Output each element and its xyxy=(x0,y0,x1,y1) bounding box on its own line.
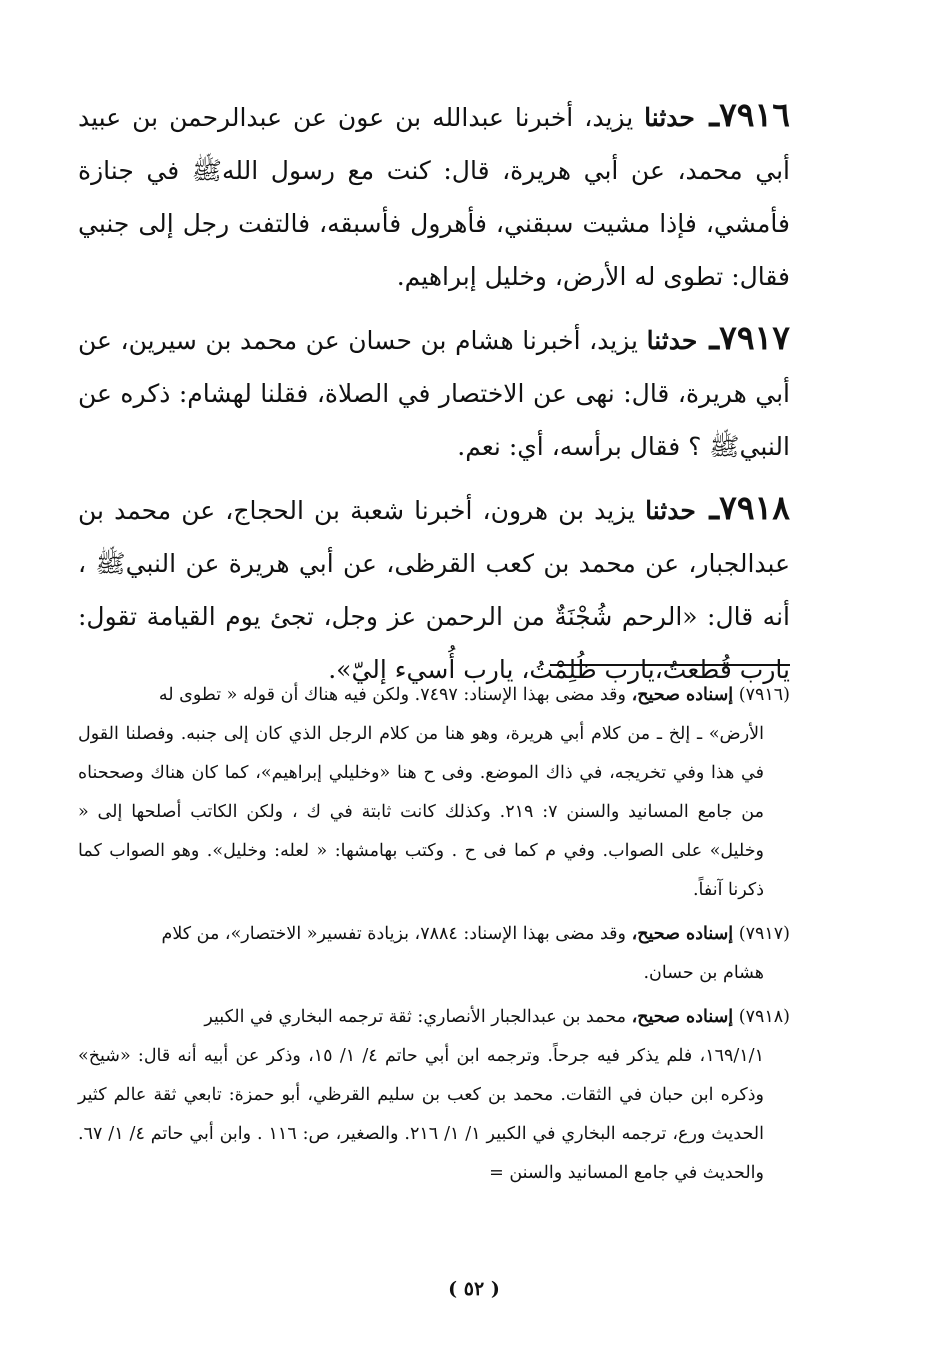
hadith-text: يزيد بن هرون، أخبرنا شعبة بن الحجاج، عن محمد بن عبدالجبار، عن محمد بن كعب القرظى، عن أبي هريرة عن النبيﷺ ، أنه قال: «الرحم شُجْنَةٌ من الرحمن عز وجل، تجئ يوم القيامة تقول: يارب قُطعتُ،يارب ظُلِمْتُ، يارب أُسيء إليّ». xyxy=(78,496,790,684)
footnote-keyword: إسناده صحيح، xyxy=(631,685,734,705)
hadith-keyword: حدثنا xyxy=(646,326,698,355)
footnote-text: وقد مضى بهذا الإسناد: ٧٨٨٤، بزيادة تفسير« الاختصار»، من كلام xyxy=(161,924,626,944)
footnote-number: (٧٩١٦) xyxy=(738,685,790,705)
footnote-7917 xyxy=(78,915,790,993)
footnote-text: وقد مضى بهذا الإسناد: ٧٤٩٧. ولكن فيه هناك أن قوله « تطوى له xyxy=(158,685,626,705)
footnote-continuation: الأرض» ـ إلخ ـ من كلام أبي هريرة، وهو هنا من كلام الرجل الذي كان إلى جنبه. وفصلنا القول في هذا وفي تخريجه، في ذاك الموضع. وفى ح هنا «وخليلي إبراهيم»، كما كان هناك وصححناه من جامع المسانيد والسنن ٧: ٢١٩. وكذلك كانت ثابتة في ك ، ولكن الكاتب أصلحها إلى « وخليل» على الصواب. وفي م كما فى ح . وكتب بهامشها: « لعله: وخليل». وهو الصواب كما ذكرنا آنفاً. xyxy=(78,724,764,900)
hadith-number: ٧٩١٨ xyxy=(719,488,790,527)
hadith-keyword: حدثنا xyxy=(644,103,695,132)
footnote-text: محمد بن عبدالجبار الأنصاري: ثقة ترجمه البخاري في الكبير xyxy=(204,1007,626,1027)
footnote-continuation: هشام بن حسان. xyxy=(643,963,764,983)
hadith-7918: ٧٩١٨ـ حدثنا يزيد بن هرون، أخبرنا شعبة بن الحجاج، عن محمد بن عبدالجبار، عن محمد بن كعب القرظى، عن أبي هريرة عن النبيﷺ ، أنه قال: «الرحم شُجْنَةٌ من الرحمن عز وجل، تجئ يوم القيامة تقول: يارب قُطعتُ،يارب ظُلِمْتُ، يارب أُسيء إليّ». xyxy=(78,488,790,684)
main-text xyxy=(78,88,790,704)
footnote-number: (٧٩١٨) xyxy=(738,1007,790,1027)
footnote-number: (٧٩١٧) xyxy=(738,924,790,944)
footnote-7916 xyxy=(78,676,790,910)
hadith-7916: ٧٩١٦ـ حدثنا يزيد، أخبرنا عبدالله بن عون عن عبدالرحمن بن عبيد أبي محمد، عن أبي هريرة، قال: كنت مع رسول اللهﷺ في جنازة فأمشي، فإذا مشيت سبقني، فأهرول فأسبقه، فالتفت رجل إلى جنبي فقال: تطوى له الأرض، وخليل إبراهيم. xyxy=(78,95,790,291)
footnotes xyxy=(78,676,790,1198)
hadith-number: ٧٩١٧ xyxy=(719,318,790,357)
hadith-text: يزيد، أخبرنا عبدالله بن عون عن عبدالرحمن بن عبيد أبي محمد، عن أبي هريرة، قال: كنت مع رسول اللهﷺ في جنازة فأمشي، فإذا مشيت سبقني، فأهرول فأسبقه، فالتفت رجل إلى جنبي فقال: تطوى له الأرض، وخليل إبراهيم. xyxy=(78,103,790,291)
page-number: ( ٥٢ ) xyxy=(448,1278,500,1300)
footnote-keyword: إسناده صحيح، xyxy=(631,1007,734,1027)
hadith-text: يزيد، أخبرنا هشام بن حسان عن محمد بن سيرين، عن أبي هريرة، قال: نهى عن الاختصار في الصلاة، فقلنا لهشام: ذكره عن النبيﷺ ؟ فقال برأسه، أي: نعم. xyxy=(78,326,790,461)
footnote-7918 xyxy=(78,998,790,1193)
hadith-number: ٧٩١٦ xyxy=(719,95,790,134)
footnote-keyword: إسناده صحيح، xyxy=(631,924,734,944)
hadith-keyword: حدثنا xyxy=(645,496,696,525)
hadith-7917: ٧٩١٧ـ حدثنا يزيد، أخبرنا هشام بن حسان عن محمد بن سيرين، عن أبي هريرة، قال: نهى عن الاختصار في الصلاة، فقلنا لهشام: ذكره عن النبيﷺ ؟ فقال برأسه، أي: نعم. xyxy=(78,318,790,461)
footnote-continuation: ١٦٩/١/١، فلم يذكر فيه جرحاً. وترجمه ابن أبي حاتم ٤/ ١/ ١٥، وذكر عن أبيه أنه قال: «شيخ» وذكره ابن حبان في الثقات. محمد بن كعب بن سليم القرظي، أبو حمزة: تابعي ثقة عالم كثير الحديث ورع، ترجمه البخاري في الكبير ١/ ١/ ٢١٦. والصغير، ص: ١١٦ . وابن أبي حاتم ٤/ ١/ ٦٧. والحديث في جامع المسانيد والسنن = xyxy=(78,1046,764,1183)
footnote-separator xyxy=(550,664,790,666)
